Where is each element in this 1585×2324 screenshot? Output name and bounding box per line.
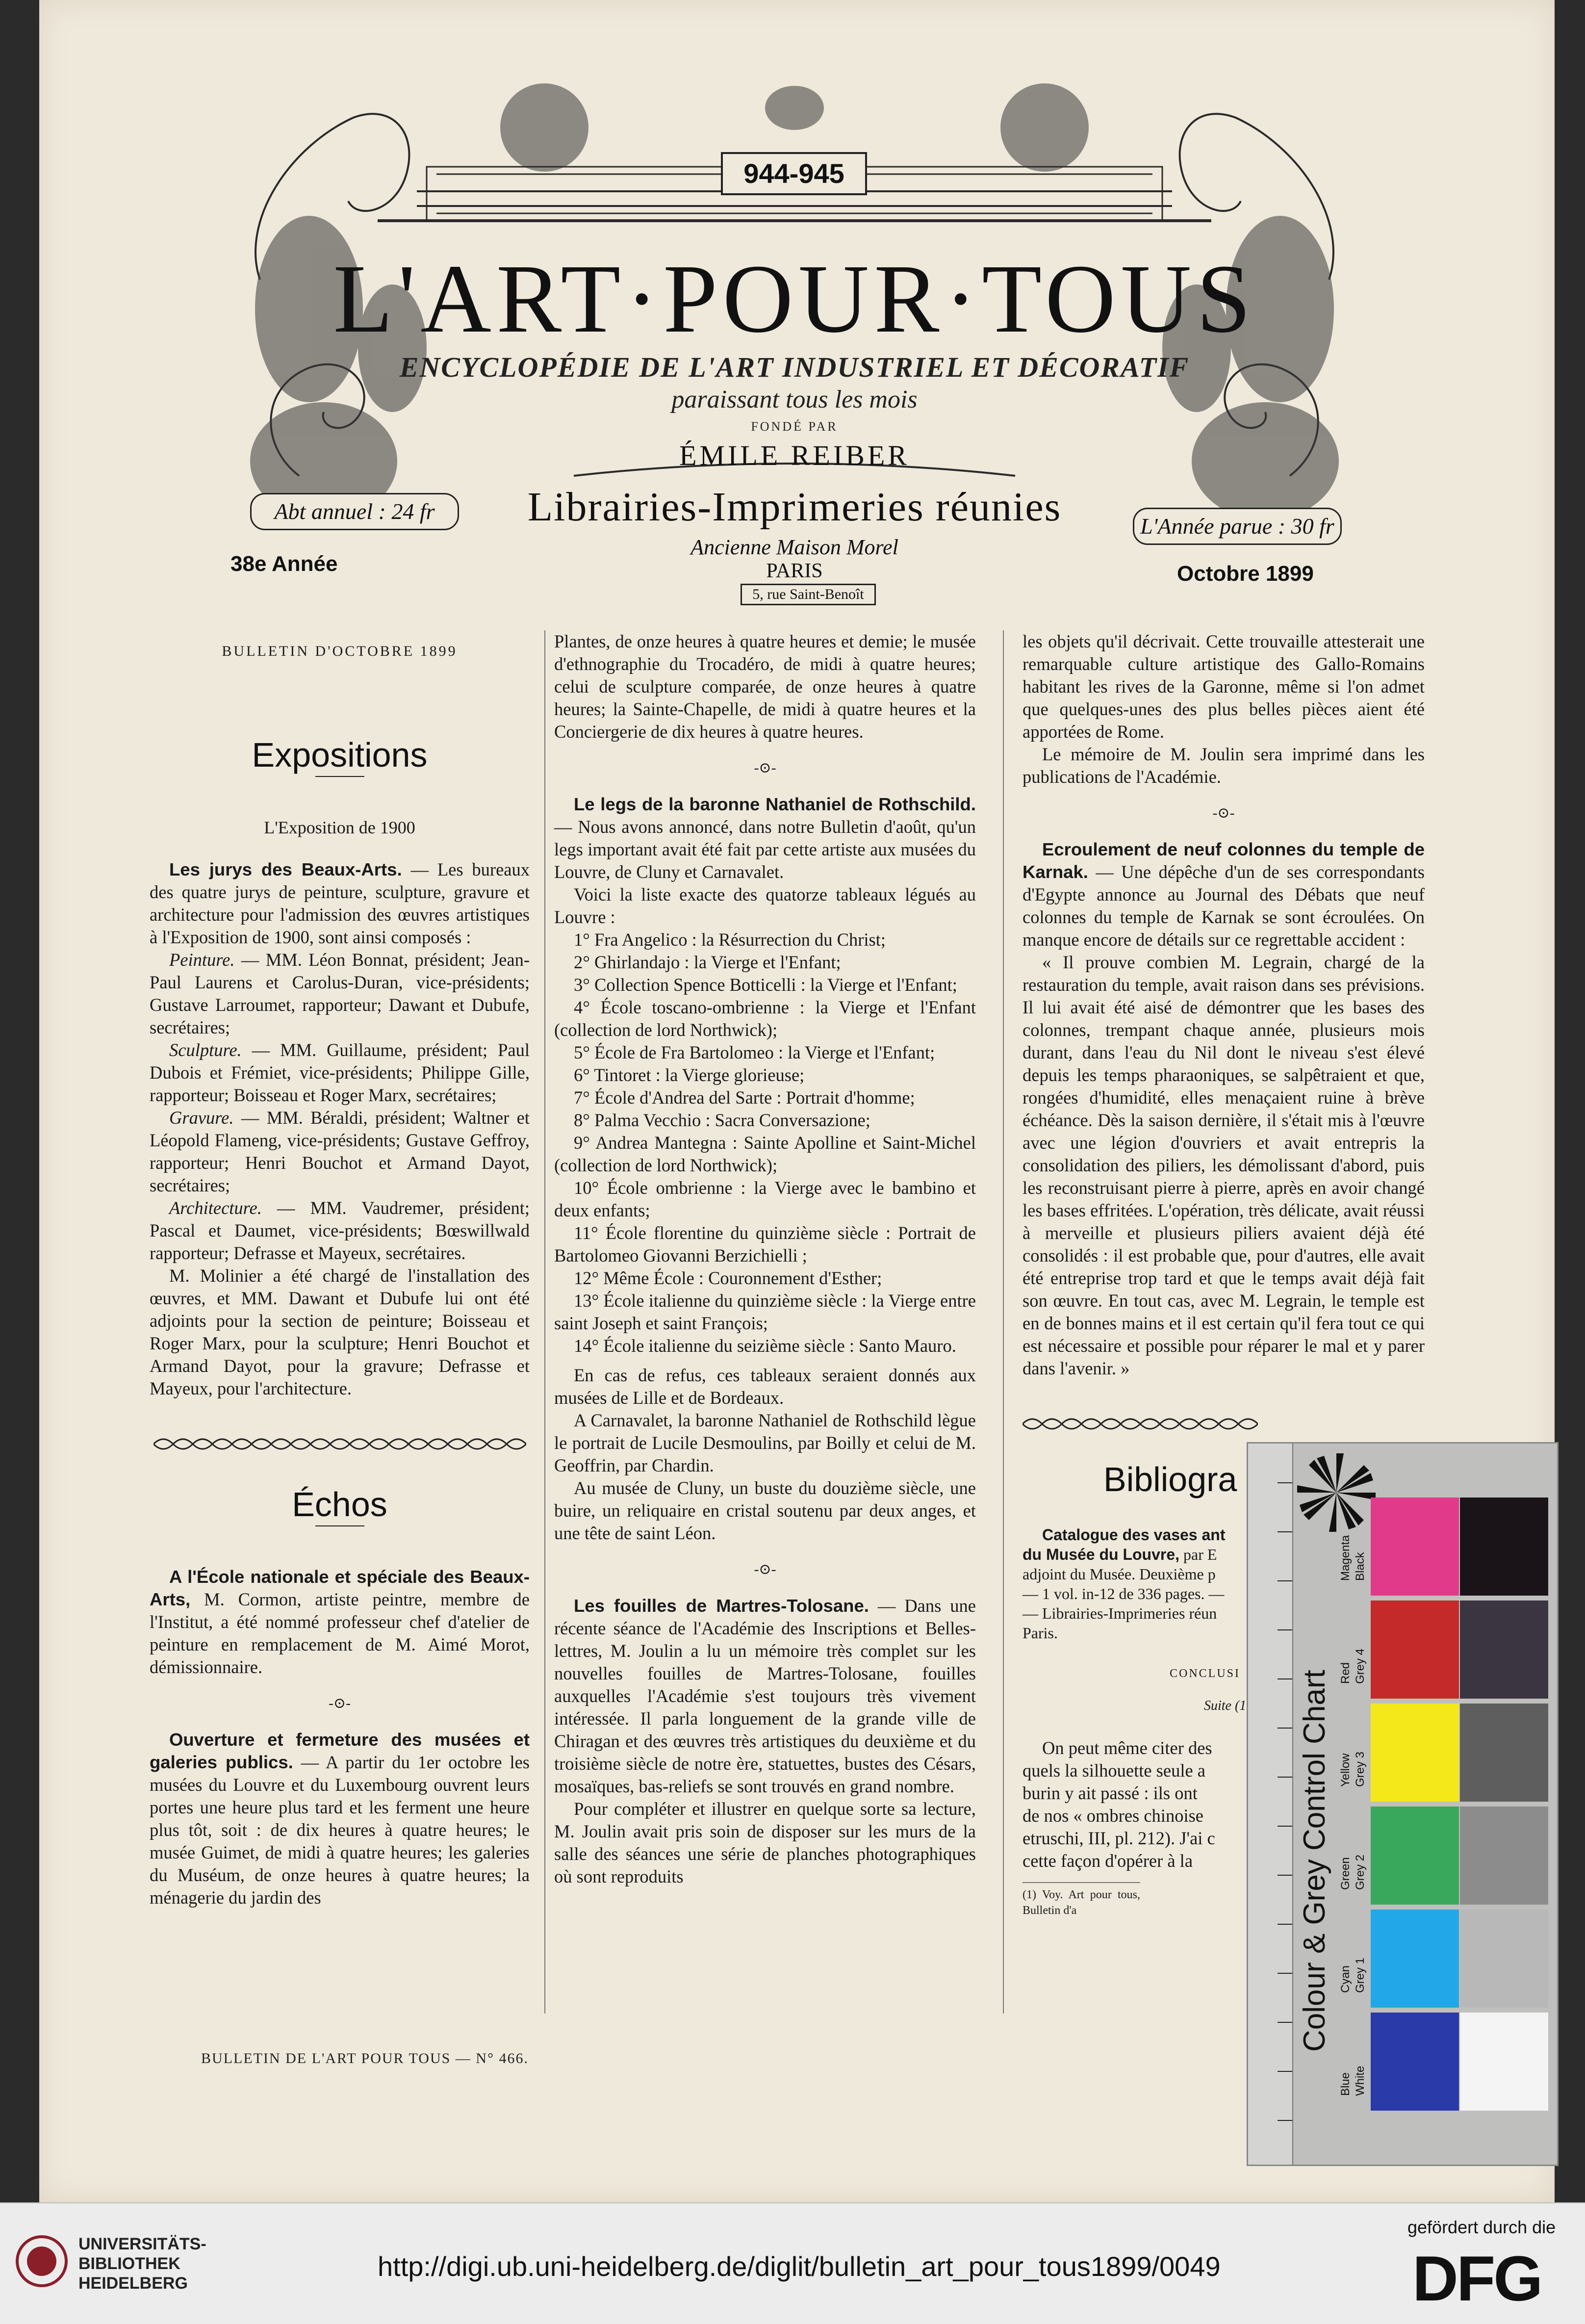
issue-date: Octobre 1899 (1177, 562, 1314, 586)
ornament-divider (150, 1434, 530, 1454)
ornament-divider (1023, 1414, 1258, 1434)
bequest-item: 1° Fra Angelico : la Résurrection du Christ; (574, 930, 886, 950)
publisher-name: Librairies-Imprimeries réunies (527, 484, 1062, 530)
paragraph-legs: Le legs de la baronne Nathaniel de Rothschild. — Nous avons annoncé, dans notre Bulletin d'août, qu'un legs important avait été fait par cette artiste aux musées du Louvre, de Cluny et Carnavalet. (554, 794, 976, 882)
paragraph-peinture: Peinture. — MM. Léon Bonnat, président; Jean-Paul Laurens et Carolus-Duran, vice-présidents; Gustave Larroumet, rapporteur; Dawant et Dubufe, secrétaires; (150, 950, 530, 1037)
colour-swatch-yellow (1371, 1704, 1459, 1802)
colour-swatch-green (1371, 1807, 1459, 1905)
bequest-item: 12° Même École : Couronnement d'Esther; (574, 1268, 882, 1288)
bequest-item: 9° Andrea Mantegna : Sainte Apolline et Saint-Michel (collection de lord Northwick); (554, 1133, 976, 1175)
exposition-subheading: L'Exposition de 1900 (264, 818, 415, 837)
column-left (150, 630, 530, 1909)
swatch-label: Cyan (1339, 1965, 1352, 1993)
bequest-item: 13° École italienne du quinzième siècle : la Vierge entre saint Joseph et saint François; (554, 1291, 976, 1333)
bulletin-heading: BULLETIN D'OCTOBRE 1899 (222, 643, 458, 659)
colour-swatch-cyan (1371, 1910, 1459, 2008)
column-middle (554, 630, 976, 1888)
publisher-former-name: Ancienne Maison Morel (690, 535, 898, 559)
swatch-label: Grey 1 (1354, 1957, 1367, 1993)
swatch-label: Blue (1339, 2072, 1352, 2096)
ruler-ticks (1248, 1444, 1292, 2165)
bequest-item: 3° Collection Spence Botticelli : la Vierge et l'Enfant; (574, 975, 957, 995)
bequest-list (554, 929, 976, 1357)
starburst-target-icon (1297, 1453, 1376, 1532)
paragraph-pour: Pour compléter et illustrer en quelque sorte sa lecture, M. Joulin avait pris soin de disposer sur les murs de la salle des séances une série de planches photographiques où sont reproduits (554, 1799, 976, 1886)
grey-swatch-grey-2 (1460, 1807, 1548, 1905)
grey-swatch-grey-1 (1460, 1910, 1548, 2008)
swatch-label: Grey 4 (1354, 1648, 1367, 1684)
grey-swatch-grey-3 (1460, 1704, 1548, 1802)
separator-mark: -⊙- (328, 1695, 351, 1711)
paragraph-continued: Plantes, de onze heures à quatre heures et demie; le musée d'ethnographie du Trocadéro, de midi à quatre heures; celui de sculpture comparée, de onze heures à quatre heures; la Sainte-Chapelle, de midi à quatre heures et la Conciergerie de dix heures à quatre heures. (554, 631, 976, 742)
section-title-expositions: Expositions (252, 736, 428, 774)
paragraph-sculpture: Sculpture. — MM. Guillaume, président; Paul Dubois et Frémiet, vice-présidents; Philippe Gille, rapporteur; Boisseau et Roger Marx, secrétaires; (150, 1040, 530, 1105)
university-library-name: UNIVERSITÄTS- BIBLIOTHEK HEIDELBERG (78, 2235, 206, 2293)
bequest-item: 2° Ghirlandajo : la Vierge et l'Enfant; (574, 952, 841, 972)
separator-mark: -⊙- (754, 760, 776, 776)
volume-year: 38e Année (230, 552, 338, 576)
annual-subscription-label: Abt annuel : 24 fr (250, 493, 459, 530)
column-divider (544, 630, 545, 2014)
colour-swatch-blue (1371, 2013, 1459, 2111)
founder-name: ÉMILE REIBER (679, 439, 910, 471)
section-title-echos: Échos (292, 1485, 387, 1524)
bequest-item: 14° École italienne du seizième siècle : Santo Mauro. (574, 1336, 956, 1356)
journal-tagline: paraissant tous les mois (671, 386, 918, 413)
paragraph-karnak: Ecroulement de neuf colonnes du temple de Karnak. — Une dépêche d'un de ses correspondants d'Egypte annonce au Journal des Débats que neuf colonnes du temple de Karnak se sont écroulées. On manque encore de détails sur ce regrettable accident : (1023, 839, 1425, 950)
swatch-label: Grey 3 (1354, 1751, 1367, 1787)
paragraph-cluny: Au musée de Cluny, un buste du douzième siècle, une buire, un reliquaire en cristal soutenu par deux anges, et une tête de saint Léon. (554, 1478, 976, 1543)
grey-swatch-grey-4 (1460, 1601, 1548, 1699)
cm-ruler (1248, 1444, 1293, 2165)
issue-number-badge: 944-945 (721, 152, 867, 195)
separator-mark: -⊙- (754, 1561, 776, 1577)
paragraph-ouverture: Ouverture et fermeture des musées et galeries publics. — A partir du 1er octobre les musées du Louvre et du Luxembourg ouvrent leurs portes une heure plus tard et les ferment une heure plus tôt, soit : de dix heures à quatre heures; le musée Guimet, de midi à quatre heures; les galeries du Muséum, de onze heures à quatre heures; la ménagerie du jardin des (150, 1730, 530, 1908)
suite-label: Suite (1 (1204, 1698, 1247, 1713)
paragraph-jurys: Les jurys des Beaux-Arts. — Les bureaux des quatre jurys de peinture, sculpture, gravure et architecture pour l'admission des œuvres artistiques à l'Exposition de 1900, sont ainsi composés : (150, 859, 530, 947)
bequest-item: 11° École florentine du quinzième siècle : Portrait de Bartolomeo Giovanni Berzichielli ; (554, 1223, 976, 1265)
dfg-logo: DFG (1412, 2243, 1541, 2314)
paragraph-molinier: M. Molinier a été chargé de l'installation des œuvres, et MM. Dawant et Dubufe lui ont été adjoints pour la section de peinture; Boisseau et Roger Marx, pour la sculpture; Henri Bouchot et Armand Dayot, pour la gravure; Defrasse et Mayeux, pour l'architecture. (150, 1265, 530, 1398)
paragraph-ecole: A l'École nationale et spéciale des Beaux-Arts, M. Cormon, artiste peintre, membre de l'Institut, a été nommé professeur chef d'atelier de peinture en remplacement de M. Aimé Morot, démissionnaire. (150, 1567, 530, 1677)
chart-title: Colour & Grey Control Chart (1298, 1670, 1331, 2052)
paragraph-architecture: Architecture. — MM. Vaudremer, président; Pascal et Daumet, vice-présidents; Bœswillwald rapporteur; Defrasse et Mayeux, secrétaires. (150, 1198, 530, 1263)
swatch-label: Grey 2 (1354, 1854, 1367, 1890)
bequest-item: 5° École de Fra Bartolomeo : la Vierge et l'Enfant; (574, 1042, 935, 1062)
title-underline (315, 1525, 364, 1526)
catalogue-entry: Catalogue des vases ant du Musée du Louvre, par E adjoint du Musée. Deuxième p — 1 vol. in-12 de 336 pages. — — Librairies-Imprimeries réun Paris. (1023, 1526, 1226, 1642)
paragraph-fouilles: Les fouilles de Martres-Tolosane. — Dans une récente séance de l'Académie des Inscriptions et Belles-lettres, M. Joulin a lu un mémoire très complet sur les nouvelles fouilles de Martres-Tolosane, fouilles auxquelles l'Académie s'est toujours très vivement intéressée. Il parla longuement de la grande ville de Chiragan et des œuvres très artistiques du deuxième et du troisième siècle de notre ère, statuettes, bustes des Césars, mosaïques, bas-reliefs se sont trouvés en grand nombre. (554, 1596, 976, 1796)
funded-by-label: gefördert durch die (1407, 2217, 1556, 2237)
document-url-link[interactable]: http://digi.ub.uni-heidelberg.de/diglit/bulletin_art_pour_tous1899/0049 (378, 2251, 1221, 2282)
colour-control-chart (1247, 1442, 1559, 2166)
separator-mark: -⊙- (1212, 805, 1235, 821)
university-seal-icon (15, 2234, 69, 2288)
swatch-label: Green (1339, 1857, 1352, 1890)
bequest-item: 7° École d'Andrea del Sarte : Portrait d'homme; (574, 1087, 915, 1108)
title-underline (315, 776, 364, 777)
grey-swatch-white (1460, 2013, 1548, 2111)
swatch-label: Yellow (1339, 1753, 1352, 1787)
bequest-item: 4° École toscano-ombrienne : la Vierge et l'Enfant (collection de lord Northwick); (554, 997, 976, 1040)
founded-by-label: FONDÉ PAR (751, 419, 838, 434)
year-price-label: L'Année parue : 30 fr (1133, 508, 1342, 545)
swatch-label: Magenta (1339, 1535, 1352, 1581)
column-divider (1003, 630, 1004, 2014)
footnote: (1) Voy. Art pour tous, Bulletin d'a (1023, 1882, 1140, 1918)
paragraph-refus: En cas de refus, ces tableaux seraient donnés aux musées de Lille et de Bordeaux. (554, 1365, 976, 1408)
paragraph-gravure: Gravure. — MM. Béraldi, président; Waltner et Léopold Flameng, vice-présidents; Gustave Geffroy, rapporteur; Henri Bouchot et Armand Dayot, secrétaires; (150, 1108, 530, 1195)
swatch-label: White (1354, 2066, 1367, 2096)
paragraph-on-peut: On peut même citer des quels la silhouette seule a burin y ait passé : ils ont de nos « ombres chinoise etruschi, III, pl. 212). J'ai c cette façon d'opérer à la (1023, 1738, 1215, 1871)
paragraph-voici: Voici la liste exacte des quatorze tableaux légués au Louvre : (554, 884, 976, 927)
bequest-item: 10° École ombrienne : la Vierge avec le bambino et deux enfants; (554, 1178, 976, 1220)
bulletin-footer: BULLETIN DE L'ART POUR TOUS — N° 466. (201, 2050, 529, 2066)
lead-jurys: Les jurys des Beaux-Arts. (169, 859, 402, 879)
journal-title: L'ART·POUR·TOUS (333, 245, 1256, 353)
publisher-street: 5, rue Saint-Benoît (741, 584, 876, 605)
section-title-bibliographie: Bibliogra (1103, 1460, 1237, 1498)
paragraph-carnavalet: A Carnavalet, la baronne Nathaniel de Rothschild lègue le portrait de Lucile Desmoulins, par Boilly et celui de M. Geoffrin, par Chardin. (554, 1410, 976, 1475)
colour-swatch-magenta (1371, 1498, 1459, 1596)
journal-subtitle: ENCYCLOPÉDIE DE L'ART INDUSTRIEL ET DÉCORATIF (399, 351, 1190, 383)
bequest-item: 6° Tintoret : la Vierge glorieuse; (574, 1065, 805, 1085)
grey-swatch-black (1460, 1498, 1548, 1596)
paragraph-continued: les objets qu'il décrivait. Cette trouvaille attesterait une remarquable culture artistique des Gallo-Romains habitant les rives de la Garonne, même si l'on admet que quelques-unes des plus belles pièces aient été apportées de Rome. (1023, 631, 1425, 742)
publisher-city: PARIS (766, 560, 823, 582)
paragraph-memoire: Le mémoire de M. Joulin sera imprimé dans les publications de l'Académie. (1023, 744, 1425, 787)
swatch-label: Black (1354, 1552, 1367, 1581)
swatch-label: Red (1339, 1662, 1352, 1684)
paragraph-quote: « Il prouve combien M. Legrain, chargé de la restauration du temple, avait raison dans ses prévisions. Il lui avait été aisé de démontrer que les bases des colonnes, trempant chaque année, plusieurs mois durant, dans l'eau du Nil dont le niveau s'est élevé depuis les temps pharaoniques, se salpêtraient et que, rongées d'humidité, elles menaçaient ruine à brève échéance. Dès la saison dernière, il s'était mis à l'œuvre avec une légion d'ouvriers et avait entrepris la consolidation des piliers, les démolissant d'abord, puis les reconstruisant pierre à pierre, après en avoir changé les bases effritées. L'opération, très délicate, avait réussi à merveille et plusieurs piliers avaient déjà été consolidés : il est probable que, pour d'autres, elle avait été entreprise trop tard et que le temps avait déjà fait son œuvre. En tout cas, avec M. Legrain, le temple est en de bonnes mains et il est certain qu'il fera tout ce qui est nécessaire et possible pour réparer le mal et y parer dans l'avenir. » (1023, 952, 1425, 1378)
conclusion-heading: CONCLUSI (1170, 1667, 1241, 1680)
colour-swatch-red (1371, 1601, 1459, 1699)
bequest-item: 8° Palma Vecchio : Sacra Conversazione; (574, 1110, 870, 1130)
